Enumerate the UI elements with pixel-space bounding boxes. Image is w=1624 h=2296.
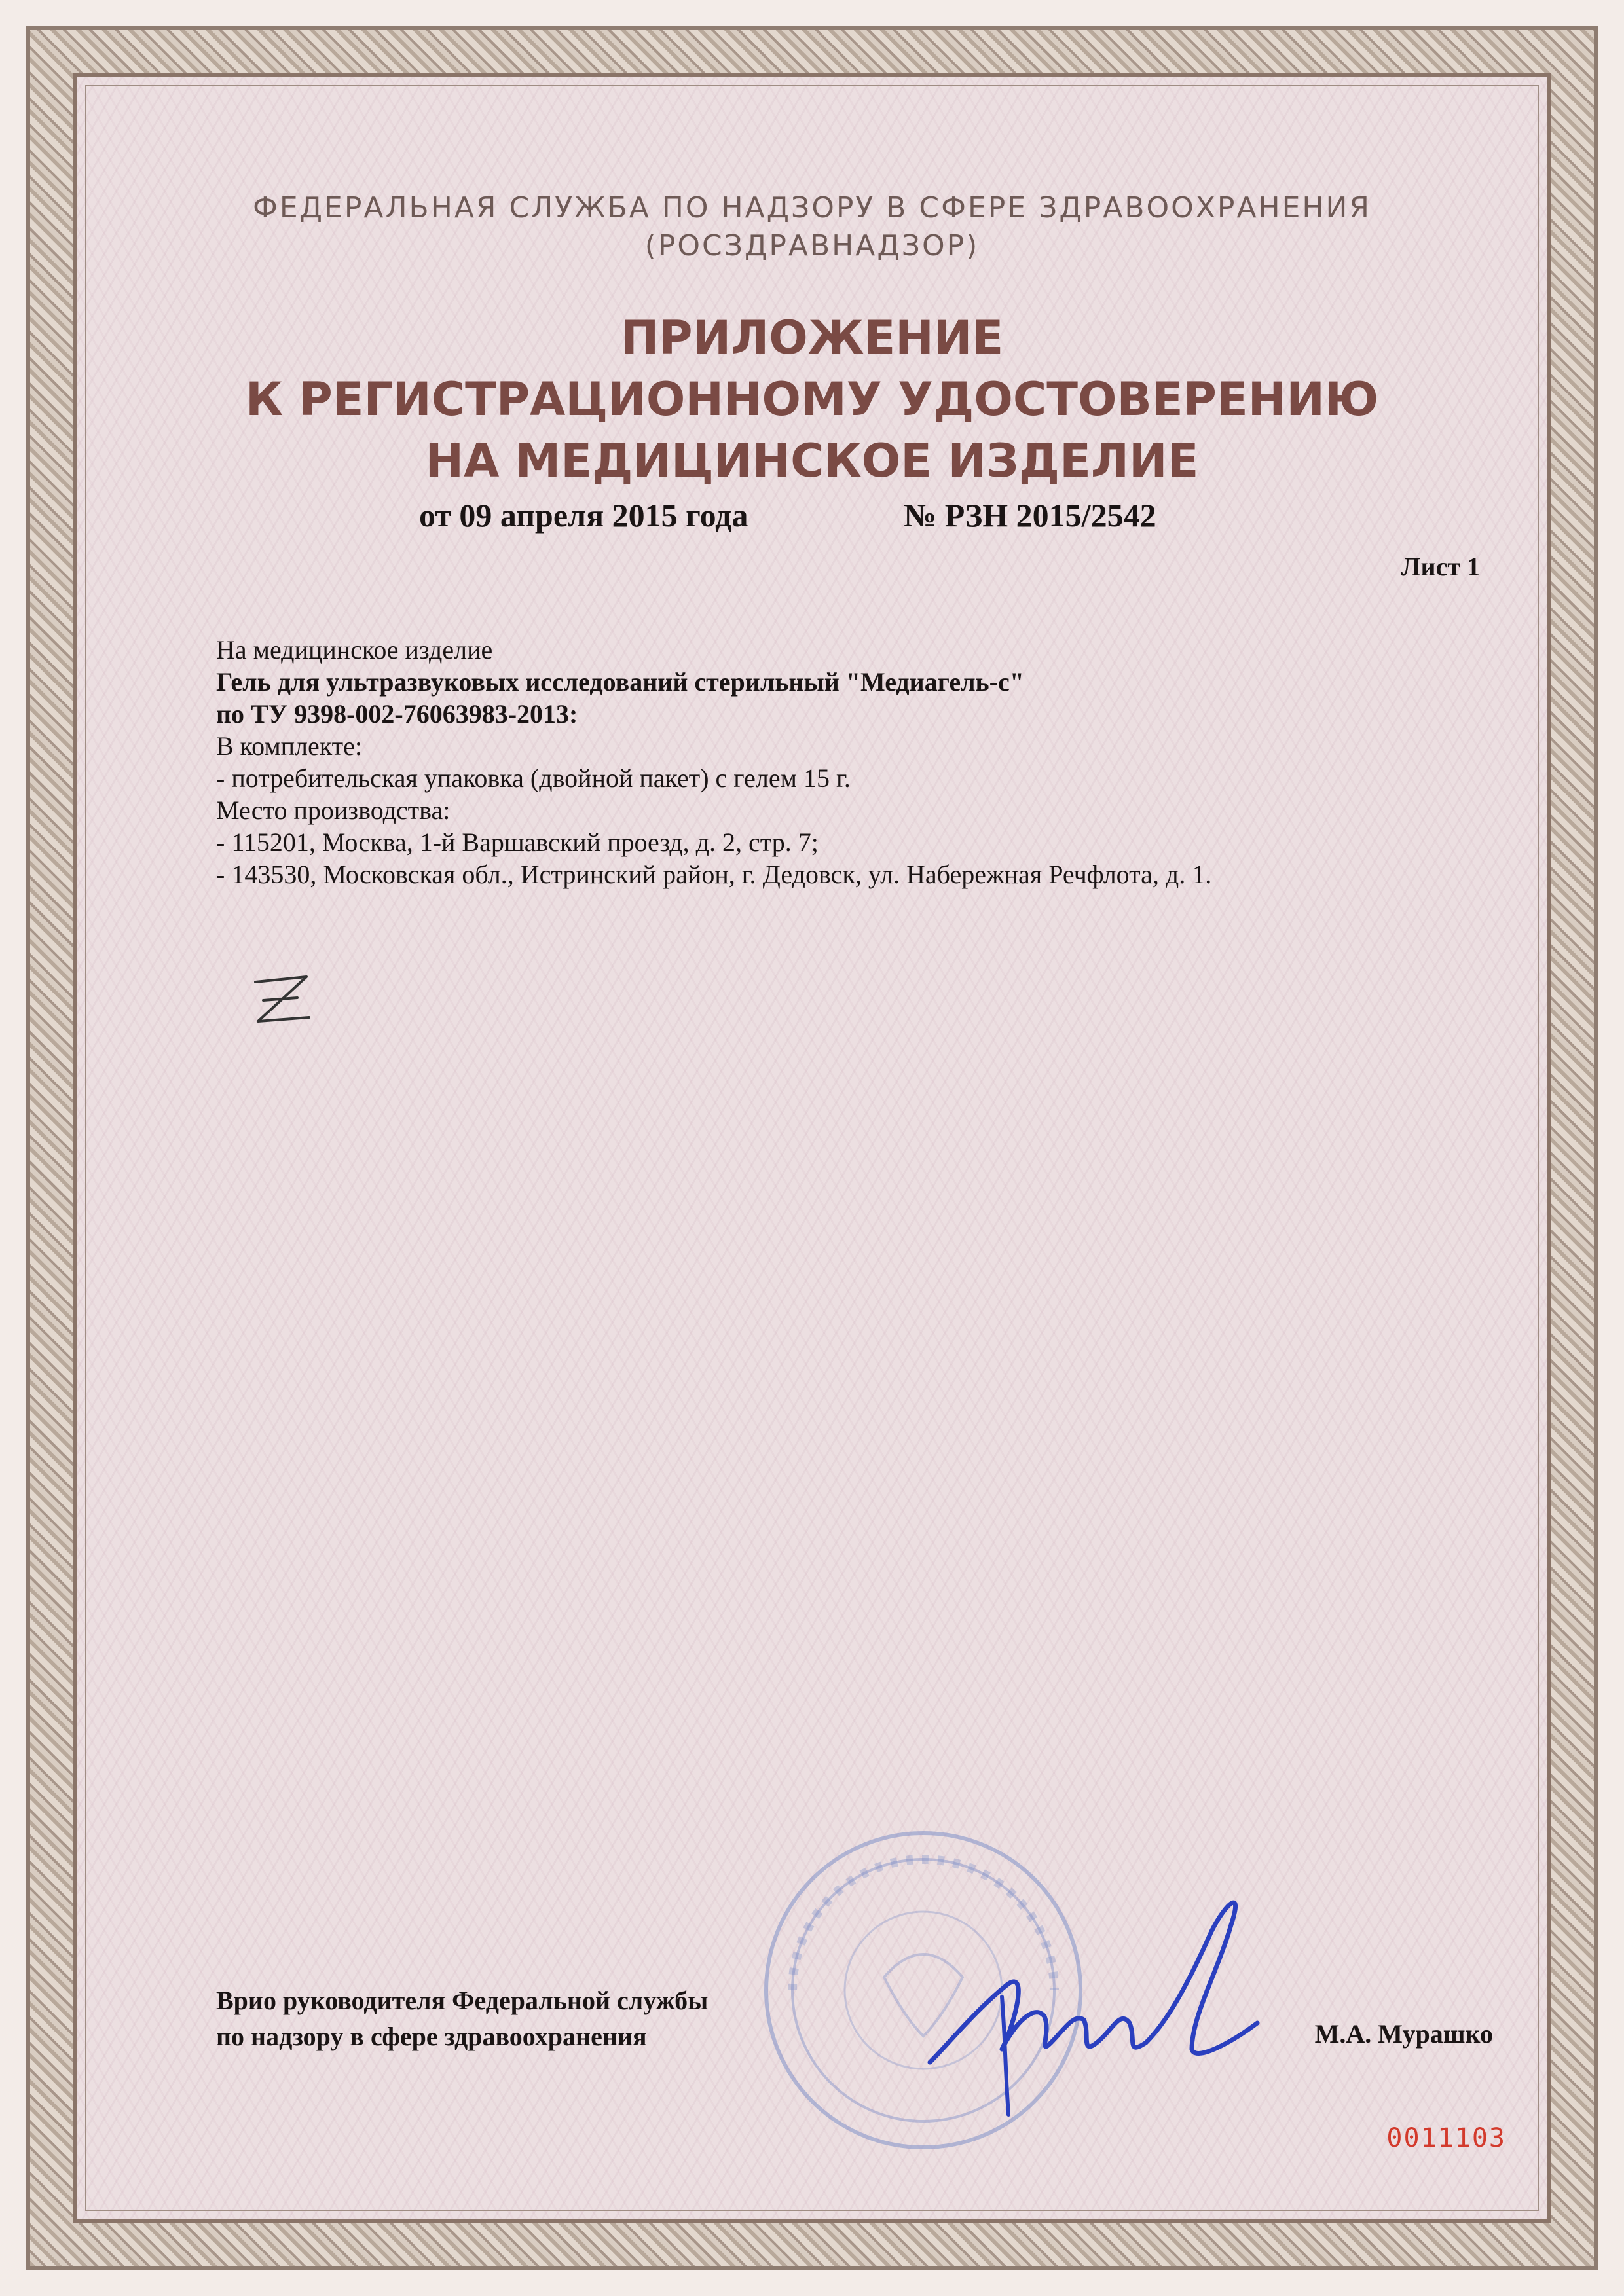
agency-abbreviation: (РОСЗДРАВНАДЗОР)	[644, 229, 980, 263]
signatory-name: М.А. Мурашко	[1314, 2019, 1493, 2049]
registration-number: № РЗН 2015/2542	[904, 497, 1156, 534]
document-body	[216, 634, 1513, 890]
z-closure-mark	[249, 970, 314, 1029]
intro-text: На медицинское изделие	[216, 635, 493, 665]
production-label: Место производства:	[216, 795, 451, 825]
form-serial-number: 0011103	[1386, 2123, 1506, 2153]
handwritten-signature	[904, 1846, 1270, 2121]
agency-name: ФЕДЕРАЛЬНАЯ СЛУЖБА ПО НАДЗОРУ В СФЕРЕ ЗДРАВООХРАНЕНИЯ	[252, 191, 1372, 225]
document-title-line1: ПРИЛОЖЕНИЕ	[620, 311, 1004, 365]
document-title-line3: НА МЕДИЦИНСКОЕ ИЗДЕЛИЕ	[425, 434, 1199, 488]
document-title-line2: К РЕГИСТРАЦИОННОМУ УДОСТОВЕРЕНИЮ	[245, 373, 1379, 426]
kit-item: - потребительская упаковка (двойной пакет) с гелем 15 г.	[216, 763, 851, 793]
issue-date: от 09 апреля 2015 года	[419, 497, 748, 534]
production-address-1: - 115201, Москва, 1-й Варшавский проезд, д. 2, стр. 7;	[216, 828, 819, 857]
product-name: Гель для ультразвуковых исследований стерильный "Медиагель-с"	[216, 667, 1024, 697]
kit-label: В комплекте:	[216, 731, 363, 761]
production-address-2: - 143530, Московская обл., Истринский район, г. Дедовск, ул. Набережная Речфлота, д. 1.	[216, 860, 1212, 889]
sheet-number: Лист 1	[1401, 552, 1480, 581]
signatory-position	[216, 1982, 936, 2054]
signatory-position-line1: Врио руководителя Федеральной службы	[216, 1986, 709, 2015]
issue-dateline	[419, 496, 1270, 534]
signatory-position-line2: по надзору в сфере здравоохранения	[216, 2022, 647, 2051]
product-spec: по ТУ 9398-002-76063983-2013:	[216, 699, 578, 729]
